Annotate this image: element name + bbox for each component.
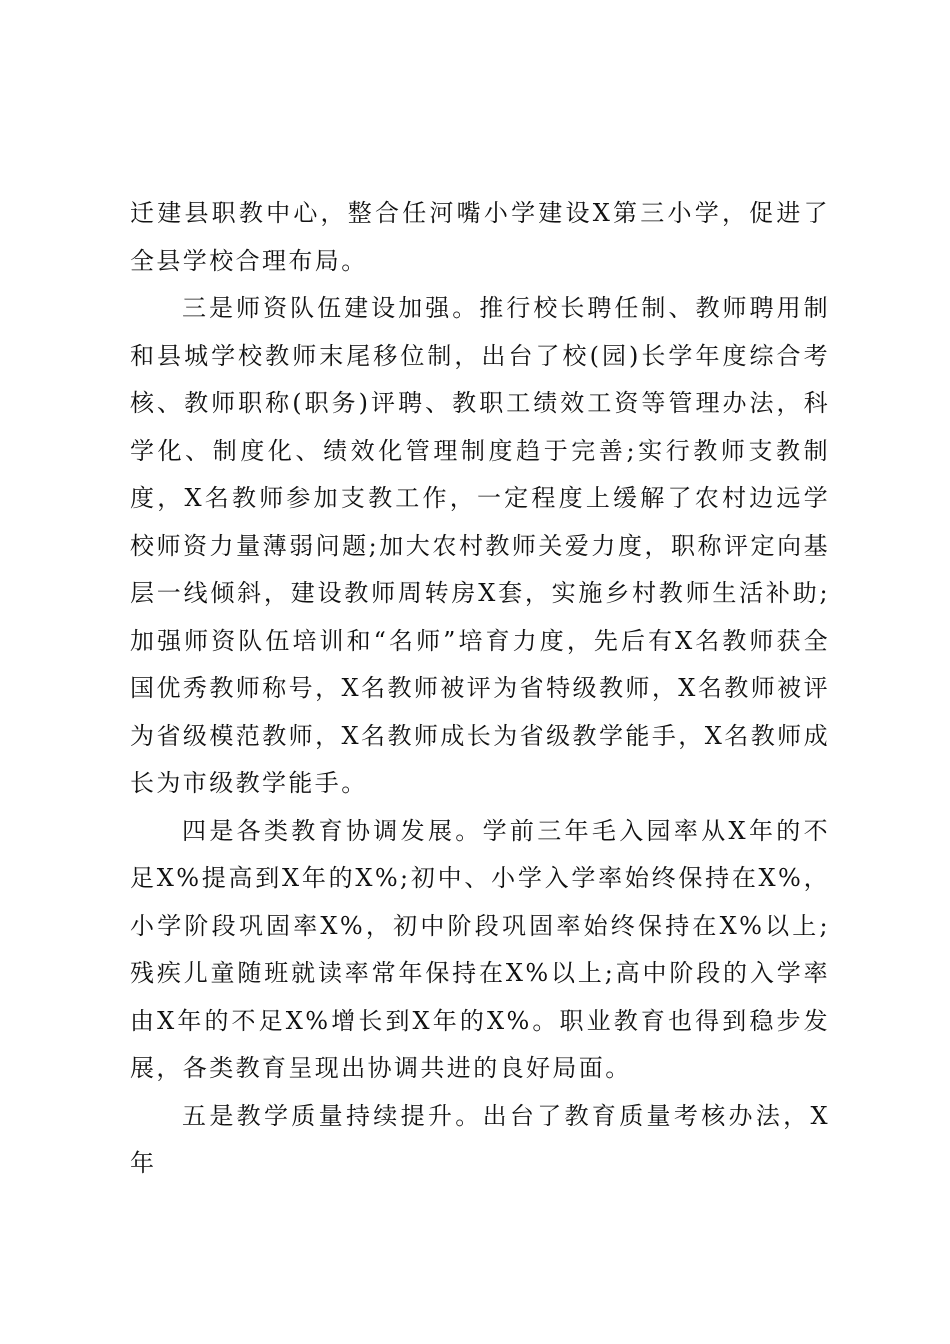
document-body — [130, 190, 830, 1188]
paragraph-education-development: 四是各类教育协调发展。学前三年毛入园率从X年的不足X%提高到X年的X%;初中、小学入学率始终保持在X%，小学阶段巩固率X%，初中阶段巩固率始终保持在X%以上;残疾儿童随班就读率常年保持在X%以上;高中阶段的入学率由X年的不足X%增长到X年的X%。职业教育也得到稳步发展，各类教育呈现出协调共进的良好局面。 — [130, 816, 830, 1082]
paragraph-teacher-team: 三是师资队伍建设加强。推行校长聘任制、教师聘用制和县城学校教师末尾移位制，出台了校(园)长学年度综合考核、教师职称(职务)评聘、教职工绩效工资等管理办法，科学化、制度化、绩效化管理制度趋于完善;实行教师支教制度，X名教师参加支教工作，一定程度上缓解了农村边远学校师资力量薄弱问题;加大农村教师关爱力度，职称评定向基层一线倾斜，建设教师周转房X套，实施乡村教师生活补助;加强师资队伍培训和“名师”培育力度，先后有X名教师获全国优秀教师称号，X名教师被评为省特级教师，X名教师被评为省级模范教师，X名教师成长为省级教学能手，X名教师成长为市级教学能手。 — [130, 294, 830, 797]
paragraph-teaching-quality: 五是教学质量持续提升。出台了教育质量考核办法，X年 — [130, 1101, 830, 1177]
paragraph-continuation: 迁建县职教中心，整合任河嘴小学建设X第三小学，促进了全县学校合理布局。 — [130, 199, 830, 275]
